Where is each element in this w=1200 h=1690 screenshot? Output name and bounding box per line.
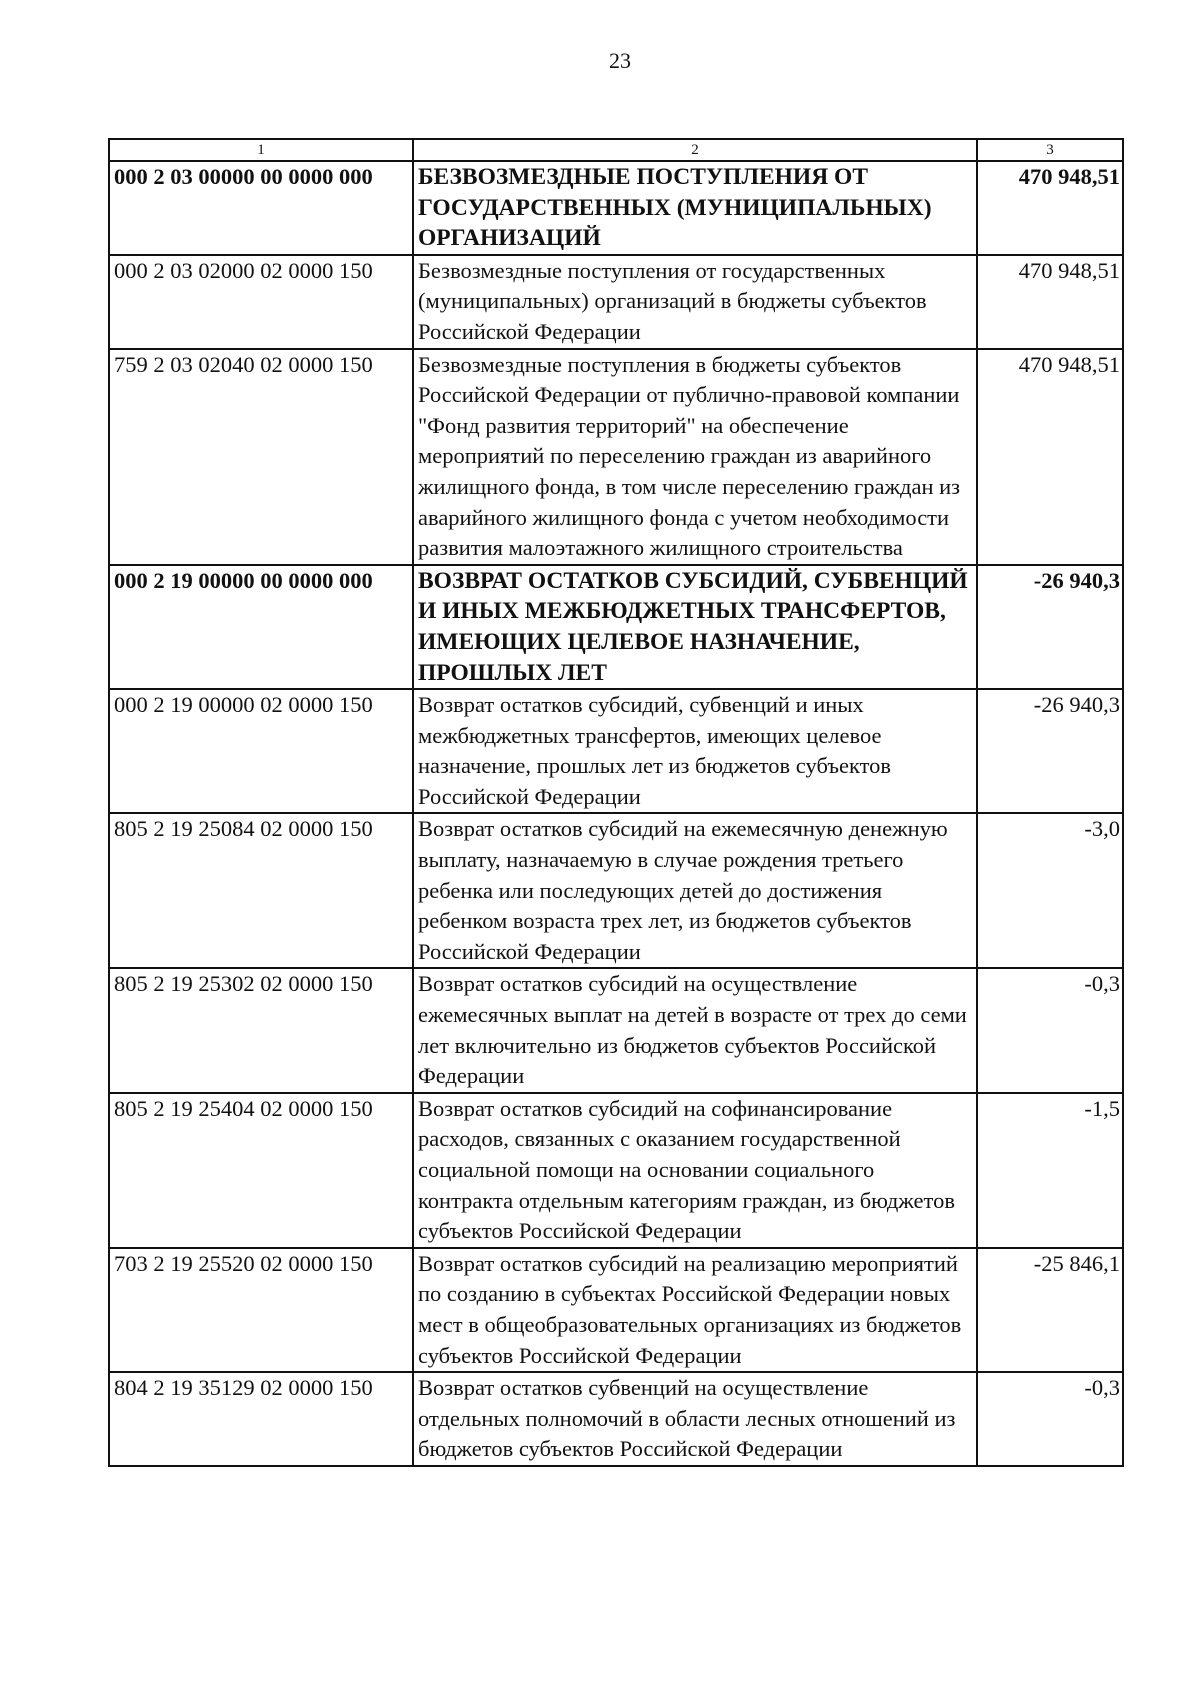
amount-cell: -0,3: [977, 1372, 1123, 1466]
table-row: [109, 565, 1123, 689]
budget-code-cell: 805 2 19 25302 02 0000 150: [109, 968, 413, 1092]
amount-cell: 470 948,51: [977, 349, 1123, 565]
table-row: [109, 255, 1123, 349]
revenue-name-cell: БЕЗВОЗМЕЗДНЫЕ ПОСТУПЛЕНИЯ ОТ ГОСУДАРСТВЕННЫХ (МУНИЦИПАЛЬНЫХ) ОРГАНИЗАЦИЙ: [413, 161, 977, 255]
amount-cell: -3,0: [977, 813, 1123, 968]
amount-cell: 470 948,51: [977, 161, 1123, 255]
table-row: [109, 689, 1123, 813]
revenue-name-cell: Безвозмездные поступления в бюджеты субъектов Российской Федерации от публично-правовой компании "Фонд развития территорий" на обеспечение мероприятий по переселению граждан из аварийного жилищного фонда, в том числе переселению граждан из аварийного жилищного фонда с учетом необходимости развития малоэтажного жилищного строительства: [413, 349, 977, 565]
column-number-2: 2: [413, 139, 977, 161]
revenue-name-cell: Возврат остатков субвенций на осуществление отдельных полномочий в области лесных отношений из бюджетов субъектов Российской Федерации: [413, 1372, 977, 1466]
table-row: [109, 968, 1123, 1092]
page-number: 23: [609, 48, 631, 73]
revenue-name-cell: Возврат остатков субсидий на ежемесячную денежную выплату, назначаемую в случае рождения третьего ребенка или последующих детей до достижения ребенком возраста трех лет, из бюджетов субъектов Российской Федерации: [413, 813, 977, 968]
table-row: [109, 813, 1123, 968]
table-row: [109, 1372, 1123, 1466]
budget-code-cell: 759 2 03 02040 02 0000 150: [109, 349, 413, 565]
amount-cell: -25 846,1: [977, 1248, 1123, 1372]
budget-code-cell: 000 2 03 02000 02 0000 150: [109, 255, 413, 349]
budget-code-cell: 000 2 03 00000 00 0000 000: [109, 161, 413, 255]
budget-code-cell: 000 2 19 00000 00 0000 000: [109, 565, 413, 689]
table-body: [109, 139, 1123, 1466]
amount-cell: -1,5: [977, 1093, 1123, 1248]
budget-code-cell: 805 2 19 25404 02 0000 150: [109, 1093, 413, 1248]
budget-code-cell: 000 2 19 00000 02 0000 150: [109, 689, 413, 813]
budget-code-cell: 703 2 19 25520 02 0000 150: [109, 1248, 413, 1372]
table-row: [109, 1093, 1123, 1248]
amount-cell: -0,3: [977, 968, 1123, 1092]
revenue-name-cell: ВОЗВРАТ ОСТАТКОВ СУБСИДИЙ, СУБВЕНЦИЙ И ИНЫХ МЕЖБЮДЖЕТНЫХ ТРАНСФЕРТОВ, ИМЕЮЩИХ ЦЕЛЕВОЕ НАЗНАЧЕНИЕ, ПРОШЛЫХ ЛЕТ: [413, 565, 977, 689]
amount-cell: -26 940,3: [977, 565, 1123, 689]
column-number-3: 3: [977, 139, 1123, 161]
column-number-1: 1: [109, 139, 413, 161]
revenue-name-cell: Возврат остатков субсидий на реализацию мероприятий по созданию в субъектах Российской Федерации новых мест в общеобразовательных организациях из бюджетов субъектов Российской Федерации: [413, 1248, 977, 1372]
column-number-row: [109, 139, 1123, 161]
table-row: [109, 1248, 1123, 1372]
table-row: [109, 161, 1123, 255]
revenue-name-cell: Возврат остатков субсидий на софинансирование расходов, связанных с оказанием государственной социальной помощи на основании социального контракта отдельным категориям граждан, из бюджетов субъектов Российской Федерации: [413, 1093, 977, 1248]
revenue-name-cell: Возврат остатков субсидий на осуществление ежемесячных выплат на детей в возрасте от трех до семи лет включительно из бюджетов субъектов Российской Федерации: [413, 968, 977, 1092]
amount-cell: -26 940,3: [977, 689, 1123, 813]
budget-code-cell: 805 2 19 25084 02 0000 150: [109, 813, 413, 968]
revenue-name-cell: Безвозмездные поступления от государственных (муниципальных) организаций в бюджеты субъектов Российской Федерации: [413, 255, 977, 349]
revenue-name-cell: Возврат остатков субсидий, субвенций и иных межбюджетных трансфертов, имеющих целевое назначение, прошлых лет из бюджетов субъектов Российской Федерации: [413, 689, 977, 813]
budget-revenue-table: [108, 138, 1124, 1467]
table-row: [109, 349, 1123, 565]
budget-code-cell: 804 2 19 35129 02 0000 150: [109, 1372, 413, 1466]
amount-cell: 470 948,51: [977, 255, 1123, 349]
